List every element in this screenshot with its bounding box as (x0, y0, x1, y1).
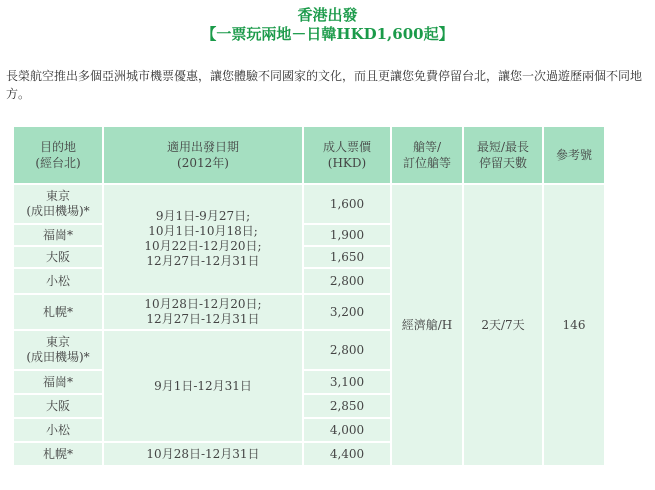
dest-sublabel: (成田機場)* (26, 350, 90, 364)
page-title: 香港出發 (297, 6, 358, 24)
dest-sublabel: (成田機場)* (26, 204, 90, 218)
cell-dest-komatsu-a: 小松 (14, 269, 102, 293)
cell-dest-osaka-a: 大阪 (14, 247, 102, 267)
cell-dest-sapporo-b: 札幌* (14, 443, 102, 465)
cell-price: 1,650 (304, 247, 390, 267)
cell-dest-osaka-b: 大阪 (14, 395, 102, 417)
cell-stay: 2天/7天 (464, 185, 542, 465)
header-class (392, 127, 462, 183)
dest-label: 東京 (45, 335, 70, 349)
cell-dates-group2 (104, 295, 302, 329)
table-row (14, 185, 604, 223)
header-class-sub: 訂位艙等 (402, 156, 451, 170)
cell-price: 4,400 (304, 443, 390, 465)
cell-price: 1,600 (304, 185, 390, 223)
cell-dest-sapporo-a: 札幌* (14, 295, 102, 329)
cell-price: 4,000 (304, 419, 390, 441)
dates-line: 9月1日-9月27日; (155, 209, 251, 223)
dates-line: 12月27日-12月31日 (146, 254, 260, 268)
cell-dest-tokyo-a (14, 185, 102, 223)
cell-price: 3,200 (304, 295, 390, 329)
header-dates (104, 127, 302, 183)
cell-price: 1,900 (304, 225, 390, 245)
cell-dest-fukuoka-a: 福崗* (14, 225, 102, 245)
dest-label: 東京 (45, 189, 70, 203)
cell-dest-komatsu-b: 小松 (14, 419, 102, 441)
dates-line: 10月28日-12月20日; (144, 297, 262, 311)
cell-price: 2,800 (304, 269, 390, 293)
dates-line: 12月27日-12月31日 (146, 312, 260, 326)
header-ref (544, 127, 604, 183)
cell-price: 2,850 (304, 395, 390, 417)
header-dates-label: 適用出發日期 (166, 140, 239, 154)
header-destination (14, 127, 102, 183)
cell-dates-group1 (104, 185, 302, 293)
fare-table-wrapper (12, 125, 594, 480)
header-stay (464, 127, 542, 183)
intro-paragraph: 長榮航空推出多個亞洲城市機票優惠，讓您體驗不同國家的文化，而且更讓您免費停留台北，讓您一次過遊歷兩個不同地方。 (6, 69, 643, 101)
header-stay-sub: 停留天數 (478, 156, 527, 170)
header-destination-label: 目的地 (39, 140, 76, 154)
header-ref-label: 參考號 (555, 148, 592, 162)
header-destination-sub: (經台北) (35, 156, 81, 170)
page-subtitle: 【一票玩兩地－日韓HKD1,600起】 (201, 25, 454, 43)
header-price-label: 成人票價 (322, 140, 371, 154)
cell-dates-group4: 10月28日-12月31日 (104, 443, 302, 465)
fare-table (12, 125, 606, 467)
table-header-row (14, 127, 604, 183)
cell-ref: 146 (544, 185, 604, 465)
cell-dest-tokyo-b (14, 331, 102, 369)
dates-line: 10月1日-10月18日; (148, 224, 258, 238)
dates-line: 10月22日-12月20日; (144, 239, 262, 253)
cell-dest-fukuoka-b: 福崗* (14, 371, 102, 393)
header-class-label: 艙等/ (412, 140, 442, 154)
cell-class: 經濟艙/H (392, 185, 462, 465)
header-dates-sub: (2012年) (177, 156, 229, 170)
header-stay-label: 最短/最長 (476, 140, 530, 154)
header-price (304, 127, 390, 183)
header-price-sub: (HKD) (327, 156, 367, 170)
cell-price: 3,100 (304, 371, 390, 393)
cell-dates-group3: 9月1日-12月31日 (104, 331, 302, 441)
cell-price: 2,800 (304, 331, 390, 369)
